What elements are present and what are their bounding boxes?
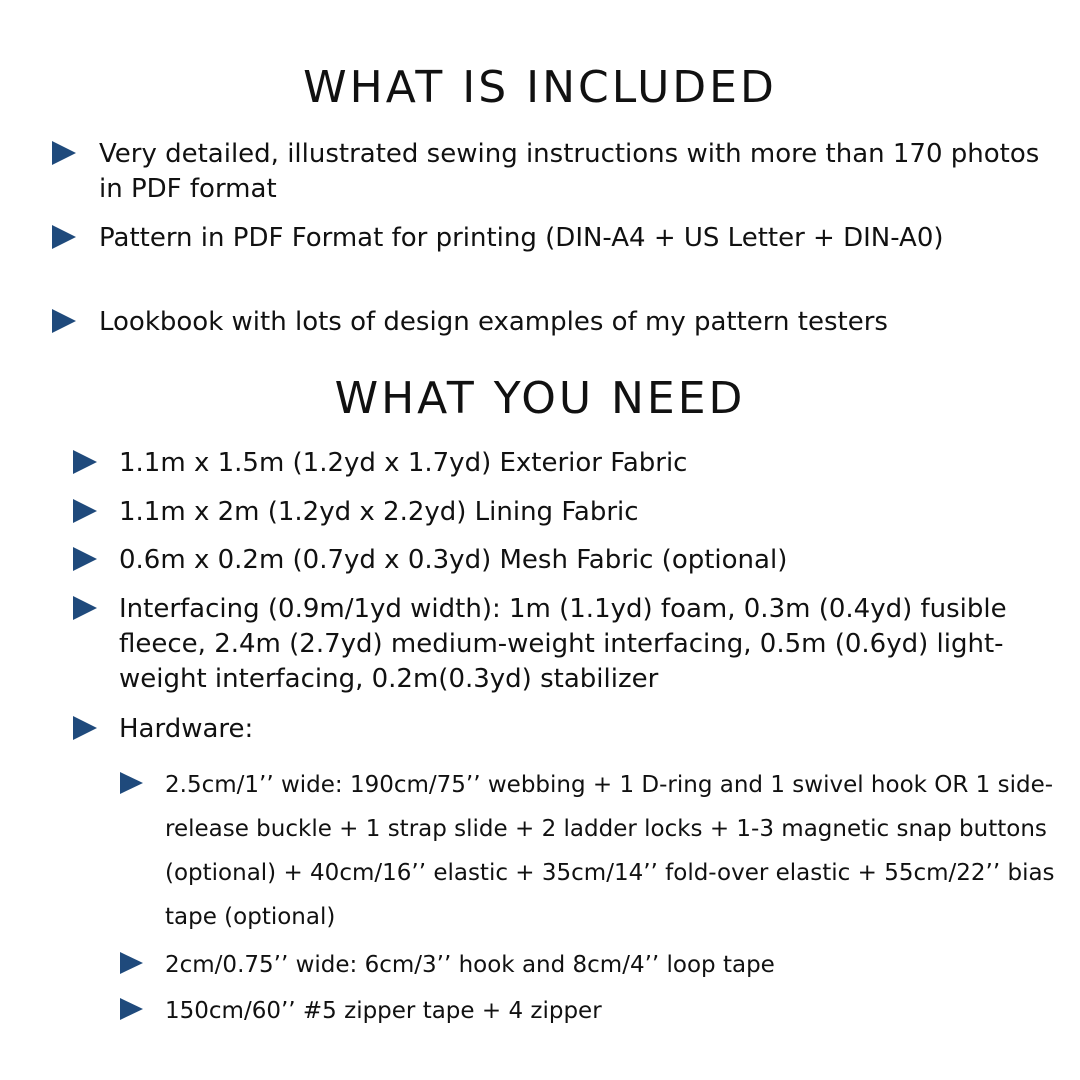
triangle-bullet-icon [120, 772, 143, 794]
need-item-text: 1.1m x 2m (1.2yd x 2.2yd) Lining Fabric [119, 497, 639, 527]
need-item-text: 0.6m x 0.2m (0.7yd x 0.3yd) Mesh Fabric (optional) [119, 545, 788, 575]
what-you-need-heading: WHAT YOU NEED [334, 373, 746, 424]
included-item-pattern [52, 221, 1052, 256]
hardware-item-text: 2.5cm/1’’ wide: 190cm/75’’ webbing + 1 D-ring and 1 swivel hook OR 1 side-release buckle + 1 strap slide + 2 ladder locks + 1-3 magnetic snap buttons (optional) + 40cm/16’’ elastic + 35cm/14’’ fold-over elastic + 55cm/22’’ bias tape (optional) [165, 772, 1055, 930]
need-item-text: 1.1m x 1.5m (1.2yd x 1.7yd) Exterior Fabric [119, 448, 688, 478]
triangle-bullet-icon [52, 141, 76, 165]
triangle-bullet-icon [73, 716, 97, 740]
triangle-bullet-icon [120, 952, 143, 974]
included-item-text: Pattern in PDF Format for printing (DIN-A4 + US Letter + DIN-A0) [99, 223, 944, 253]
need-item-mesh-fabric [73, 543, 1053, 578]
need-item-text: Interfacing (0.9m/1yd width): 1m (1.1yd) foam, 0.3m (0.4yd) fusible fleece, 2.4m (2.7yd) medium-weight interfacing, 0.5m (0.6yd) light-weight interfacing, 0.2m(0.3yd) stabilizer [119, 594, 1007, 694]
hardware-item-text: 2cm/0.75’’ wide: 6cm/3’’ hook and 8cm/4’’ loop tape [165, 952, 775, 978]
hardware-item-text: 150cm/60’’ #5 zipper tape + 4 zipper [165, 998, 602, 1024]
triangle-bullet-icon [73, 450, 97, 474]
included-item-text: Very detailed, illustrated sewing instructions with more than 170 photos in PDF format [99, 139, 1040, 204]
need-item-hardware [73, 712, 1053, 747]
hardware-item-2-5cm [120, 763, 1070, 939]
included-item-lookbook [52, 305, 1052, 340]
triangle-bullet-icon [73, 596, 97, 620]
need-item-exterior-fabric [73, 446, 1053, 481]
triangle-bullet-icon [73, 547, 97, 571]
hardware-item-zipper [120, 989, 1070, 1033]
included-item-text: Lookbook with lots of design examples of my pattern testers [99, 307, 888, 337]
triangle-bullet-icon [52, 309, 76, 333]
triangle-bullet-icon [120, 998, 143, 1020]
what-is-included-heading: WHAT IS INCLUDED [303, 62, 777, 113]
need-item-text: Hardware: [119, 714, 254, 744]
need-item-lining-fabric [73, 495, 1053, 530]
need-item-interfacing [73, 592, 1053, 697]
included-item-instructions [52, 137, 1052, 207]
hardware-item-2cm [120, 943, 1070, 987]
triangle-bullet-icon [73, 499, 97, 523]
triangle-bullet-icon [52, 225, 76, 249]
